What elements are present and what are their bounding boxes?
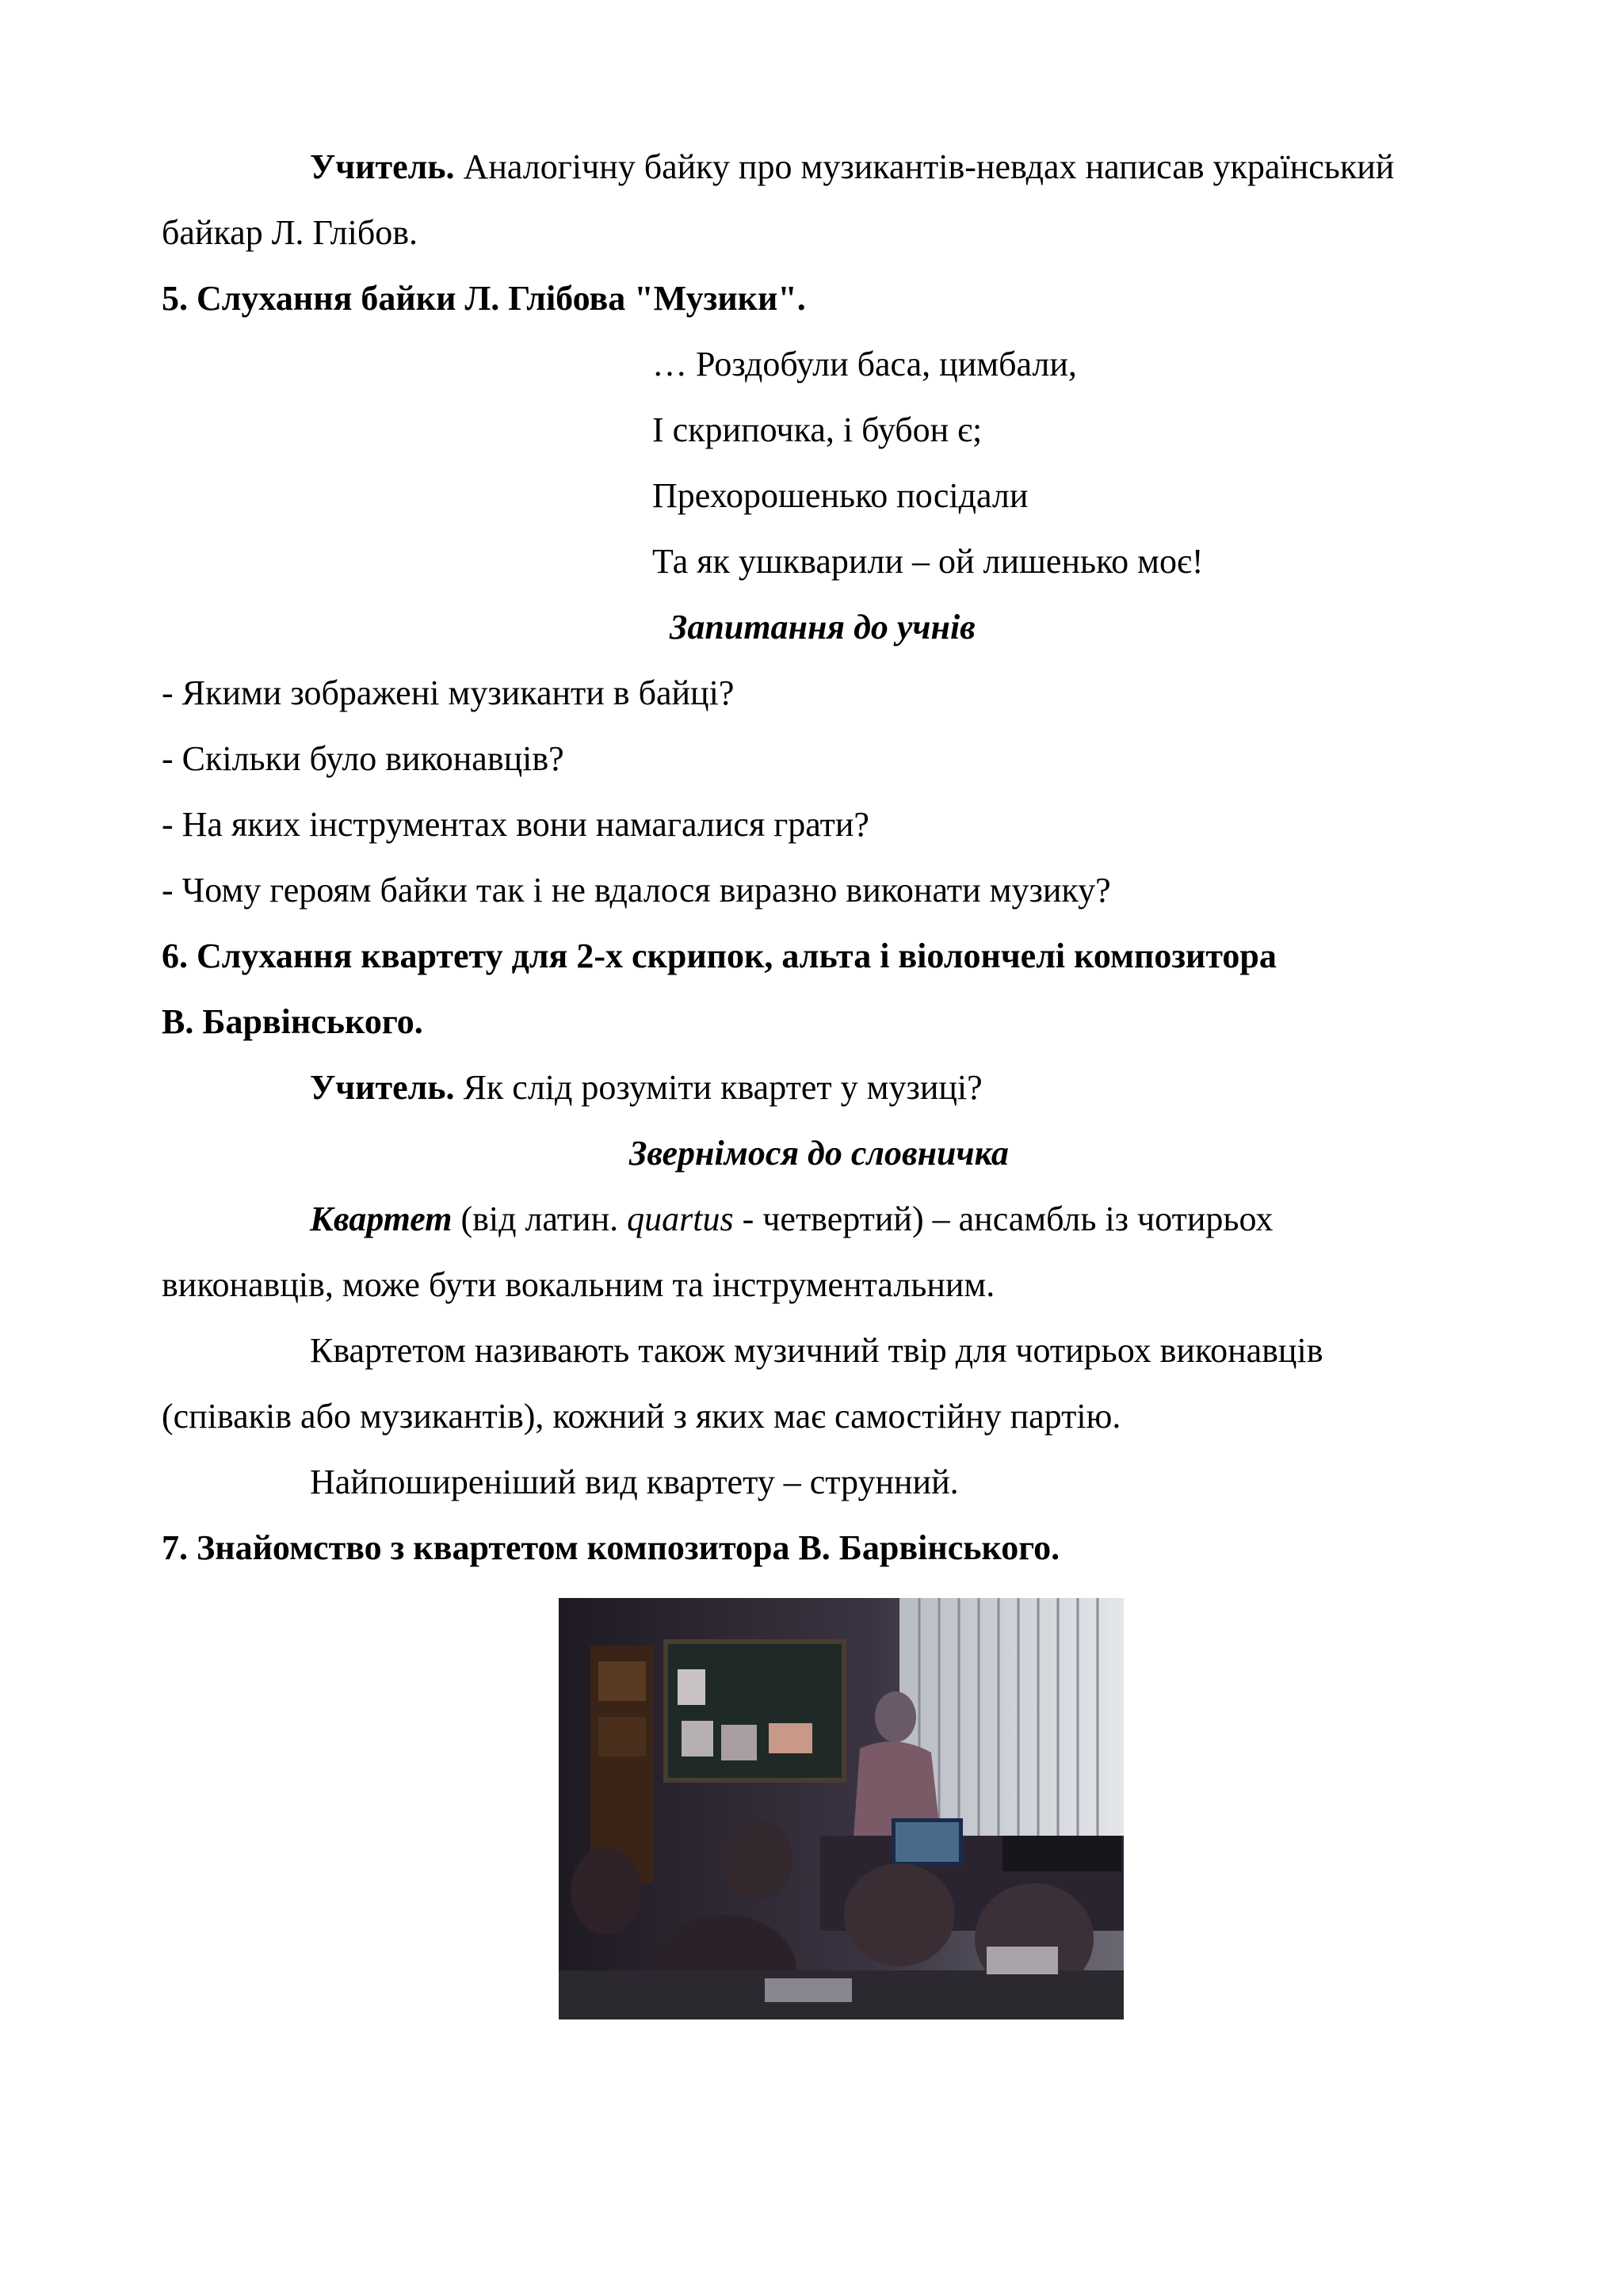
latin-word: quartus: [627, 1199, 734, 1238]
teacher-text: Як слід розуміти квартет у музиці?: [454, 1068, 983, 1107]
section-heading-6-cont: В. Барвінського.: [162, 1002, 423, 1041]
dictionary-heading: Звернімося до словничка: [629, 1134, 1009, 1173]
poem-line-2: І скрипочка, і бубон є;: [652, 410, 983, 449]
quartet-paragraph: Квартетом називають також музичний твір для чотирьох виконавців: [310, 1331, 1323, 1370]
teacher-label: Учитель.: [310, 1068, 455, 1107]
string-quartet-paragraph: Найпоширеніший вид квартету – струнний.: [310, 1463, 959, 1501]
poem-line-3: Прехорошенько посідали: [652, 476, 1029, 515]
definition-paragraph-cont: виконавців, може бути вокальним та інструментальним.: [162, 1265, 995, 1304]
section-heading-5: 5. Слухання байки Л. Глібова "Музики".: [162, 279, 806, 318]
question-2: - Скільки було виконавців?: [162, 739, 564, 778]
definition-term: Квартет: [310, 1199, 453, 1238]
teacher-label: Учитель.: [310, 147, 455, 186]
section-heading-6: 6. Слухання квартету для 2-х скрипок, альта і віолончелі композитора: [162, 936, 1277, 975]
definition-paragraph: [310, 1199, 1273, 1240]
quartet-paragraph-cont: (співаків або музикантів), кожний з яких має самостійну партію.: [162, 1397, 1121, 1436]
question-4: - Чому героям байки так і не вдалося виразно виконати музику?: [162, 871, 1111, 910]
teacher-paragraph-1: [310, 147, 1394, 188]
teacher-text: Аналогічну байку про музикантів-невдах написав український: [454, 147, 1395, 186]
questions-heading: Запитання до учнів: [670, 608, 976, 646]
teacher-paragraph-1-cont: байкар Л. Глібов.: [162, 213, 418, 252]
question-1: - Якими зображені музиканти в байці?: [162, 673, 735, 712]
poem-line-1: … Роздобули баса, цимбали,: [652, 345, 1077, 383]
poem-line-4: Та як ушкварили – ой лишенько моє!: [652, 542, 1204, 581]
classroom-photo: [559, 1598, 1124, 2019]
section-heading-7: 7. Знайомство з квартетом композитора В. Барвінського.: [162, 1528, 1060, 1567]
definition-text-2: - четвертий) – ансамбль із чотирьох: [733, 1199, 1274, 1238]
question-3: - На яких інструментах вони намагалися грати?: [162, 805, 869, 844]
teacher-paragraph-2: [310, 1067, 983, 1108]
definition-text-1: (від латин.: [452, 1199, 628, 1238]
